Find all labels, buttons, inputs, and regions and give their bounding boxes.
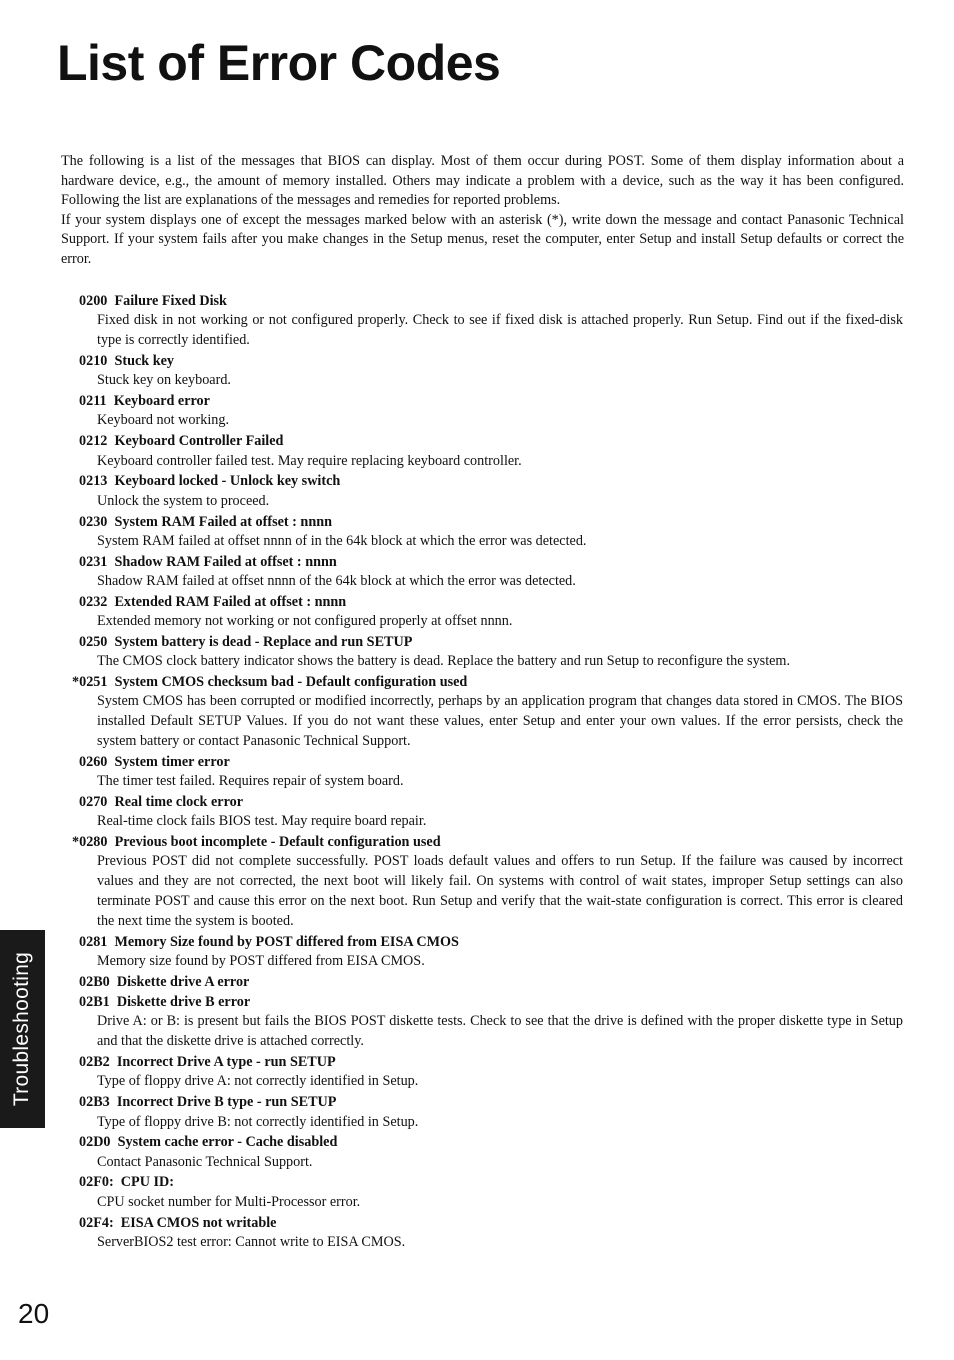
- error-heading: [0, 632, 954, 652]
- error-code: 0210: [79, 352, 108, 369]
- error-heading: [0, 431, 954, 451]
- error-heading: [0, 992, 954, 1012]
- error-title: Diskette drive A error: [116, 973, 250, 990]
- error-code: 0231: [79, 553, 108, 570]
- error-entry: [0, 512, 954, 552]
- error-heading: [0, 471, 954, 491]
- error-title: Incorrect Drive A type - run SETUP: [116, 1054, 336, 1071]
- error-heading: [0, 592, 954, 612]
- error-description: Shadow RAM failed at offset nnnn of the 64k block at which the error was detected.: [97, 572, 576, 589]
- error-title: Real time clock error: [114, 793, 244, 810]
- error-code: 0232: [79, 593, 108, 610]
- error-entry: [0, 1213, 954, 1253]
- error-entry: [0, 1132, 954, 1172]
- error-entry: [0, 972, 954, 992]
- error-entry: [0, 672, 954, 752]
- error-entry: [0, 832, 954, 932]
- error-heading: [0, 932, 954, 952]
- error-heading: [0, 1213, 954, 1233]
- intro-paragraph: The following is a list of the messages that BIOS can display. Most of them occur during POST. Some of them display information about a hardware device, e.g., the amount of memory installed. Others may indicate a problem with a device, such as the way it has been configured. Following the list are explanations of the messages and remedies for reported problems.: [61, 153, 904, 208]
- error-entry: [0, 431, 954, 471]
- error-heading: [0, 291, 954, 311]
- section-tab: [0, 930, 45, 1128]
- error-code: *0280: [72, 834, 108, 851]
- error-title: CPU ID:: [120, 1174, 174, 1191]
- error-entry: [0, 471, 954, 511]
- error-description: Type of floppy drive A: not correctly identified in Setup.: [97, 1073, 419, 1090]
- page-title: List of Error Codes: [57, 35, 501, 91]
- error-code: 02B3: [79, 1094, 110, 1111]
- error-entry: [0, 552, 954, 592]
- error-entry: [0, 932, 954, 972]
- error-heading: [0, 552, 954, 572]
- error-description: Contact Panasonic Technical Support.: [97, 1153, 313, 1170]
- error-description: Fixed disk in not working or not configured properly. Check to see if fixed disk is attached properly. Run Setup. Find out if the fixed-disk type is correctly identified.: [97, 312, 903, 349]
- error-title: Memory Size found by POST differed from EISA CMOS: [114, 933, 459, 950]
- error-heading: [0, 792, 954, 812]
- error-title: Stuck key: [114, 352, 174, 369]
- error-description: Unlock the system to proceed.: [97, 492, 270, 509]
- error-code: 0260: [79, 753, 108, 770]
- error-title: Diskette drive B error: [116, 994, 251, 1011]
- error-code: 02B0: [79, 973, 110, 990]
- error-heading: [0, 1052, 954, 1072]
- error-title: System timer error: [114, 753, 230, 770]
- error-description: CPU socket number for Multi-Processor error.: [97, 1193, 361, 1210]
- error-heading: [0, 512, 954, 532]
- error-title: Keyboard locked - Unlock key switch: [114, 473, 341, 490]
- error-heading: [0, 672, 954, 692]
- error-entry: [0, 592, 954, 632]
- error-code: 0230: [79, 513, 108, 530]
- error-description: Previous POST did not complete successfully. POST loads default values and offers to run Setup. If the failure was caused by incorrect values and they are not corrected, the next boot will likely fail. On systems with control of wait states, improper Setup settings can also terminate POST and cause this error on the next boot. Run Setup and verify that the wait-state configuration is correct. This error is cleared the next time the system is booted.: [97, 853, 903, 929]
- error-title: Previous boot incomplete - Default configuration used: [114, 834, 441, 851]
- error-entry: [0, 992, 954, 1052]
- error-code: 0211: [79, 393, 107, 410]
- error-description: The CMOS clock battery indicator shows the battery is dead. Replace the battery and run Setup to reconfigure the system.: [97, 653, 791, 670]
- error-title: Incorrect Drive B type - run SETUP: [116, 1094, 337, 1111]
- error-code: 02B1: [79, 994, 110, 1011]
- error-code: 0213: [79, 473, 108, 490]
- error-code: 0200: [79, 293, 108, 309]
- error-description: Type of floppy drive B: not correctly identified in Setup.: [97, 1113, 419, 1130]
- error-title: Extended RAM Failed at offset : nnnn: [114, 593, 347, 610]
- error-heading: [0, 752, 954, 772]
- intro-text: [61, 152, 904, 269]
- error-code: 0212: [79, 433, 108, 450]
- error-heading: [0, 1172, 954, 1192]
- error-title: EISA CMOS not writable: [120, 1214, 277, 1231]
- error-heading: [0, 351, 954, 371]
- error-code: 0270: [79, 793, 108, 810]
- error-entry: [0, 291, 954, 351]
- section-tab-label: Troubleshooting: [10, 951, 34, 1107]
- error-description: Keyboard controller failed test. May require replacing keyboard controller.: [97, 452, 522, 469]
- error-description: The timer test failed. Requires repair of system board.: [97, 773, 404, 790]
- error-code: 0281: [79, 933, 108, 950]
- error-heading: [0, 1092, 954, 1112]
- error-title: Keyboard Controller Failed: [114, 433, 284, 450]
- error-description: Stuck key on keyboard.: [97, 372, 231, 389]
- error-description: ServerBIOS2 test error: Cannot write to EISA CMOS.: [97, 1233, 406, 1250]
- error-description: Real-time clock fails BIOS test. May require board repair.: [97, 813, 427, 830]
- error-code: 02F0:: [79, 1174, 114, 1191]
- error-title: System battery is dead - Replace and run SETUP: [114, 633, 413, 650]
- error-entry: [0, 1092, 954, 1132]
- error-code-list: [0, 291, 954, 1253]
- error-description: Extended memory not working or not configured properly at offset nnnn.: [97, 613, 513, 630]
- error-code: 02B2: [79, 1054, 110, 1071]
- error-heading: [0, 972, 954, 992]
- error-entry: [0, 391, 954, 431]
- error-entry: [0, 632, 954, 672]
- error-code: 0250: [79, 633, 108, 650]
- error-heading: [0, 832, 954, 852]
- error-entry: [0, 752, 954, 792]
- error-entry: [0, 1172, 954, 1212]
- error-code: 02F4:: [79, 1214, 114, 1231]
- error-description: System RAM failed at offset nnnn of in the 64k block at which the error was detected.: [97, 532, 587, 549]
- error-code: *0251: [72, 674, 108, 691]
- error-title: System RAM Failed at offset : nnnn: [114, 513, 332, 530]
- error-entry: [0, 351, 954, 391]
- error-description: Keyboard not working.: [97, 412, 229, 429]
- error-title: Failure Fixed Disk: [114, 293, 227, 309]
- error-description: System CMOS has been corrupted or modified incorrectly, perhaps by an application program that changes data stored in CMOS. The BIOS installed Default SETUP Values. If you do not want these values, enter Setup and enter your own values. If the error persists, check the system battery or contact Panasonic Technical Support.: [97, 693, 903, 749]
- error-title: Shadow RAM Failed at offset : nnnn: [114, 553, 337, 570]
- intro-paragraph: If your system displays one of except the messages marked below with an asterisk (*), write down the message and contact Panasonic Technical Support. If your system fails after you make changes in the Setup menus, reset the computer, enter Setup and install Setup defaults or correct the error.: [61, 211, 904, 267]
- error-entry: [0, 792, 954, 832]
- error-description: Memory size found by POST differed from EISA CMOS.: [97, 952, 425, 969]
- page-number: 20: [18, 1298, 50, 1329]
- error-title: System cache error - Cache disabled: [117, 1134, 338, 1151]
- error-heading: [0, 1132, 954, 1152]
- error-code: 02D0: [79, 1134, 111, 1151]
- error-title: Keyboard error: [113, 393, 210, 410]
- error-entry: [0, 1052, 954, 1092]
- error-description: Drive A: or B: is present but fails the BIOS POST diskette tests. Check to see that the drive is defined with the proper diskette type in Setup and that the diskette drive is attached correctly.: [97, 1013, 903, 1050]
- error-heading: [0, 391, 954, 411]
- error-title: System CMOS checksum bad - Default configuration used: [114, 674, 468, 691]
